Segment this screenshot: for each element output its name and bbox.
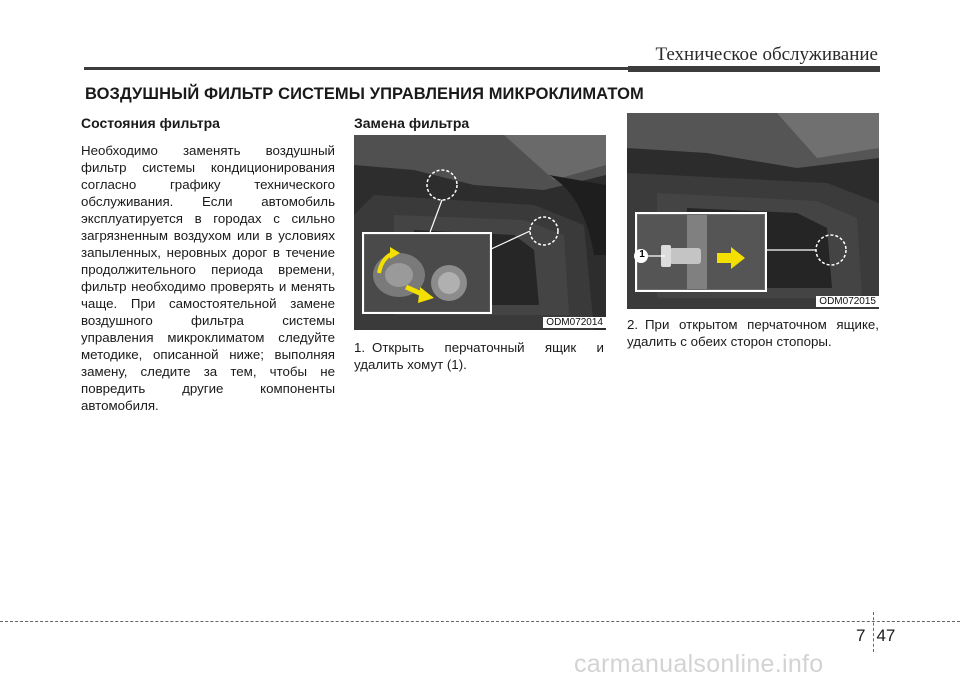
step-2-text: При открытом перчаточном ящике, удалить с обеих сторон стопоры. xyxy=(627,317,879,349)
page-number-value: 47 xyxy=(876,626,896,645)
callout-number: 1 xyxy=(639,249,645,260)
glovebox-illustration-2 xyxy=(627,113,879,309)
filter-replacement-heading: Замена фильтра xyxy=(354,115,470,131)
glovebox-photo-1 xyxy=(354,135,606,330)
image-caption-1: ODM072014 xyxy=(543,317,606,328)
section-title: Техническое обслуживание xyxy=(655,44,878,65)
watermark: carmanualsonline.info xyxy=(574,650,824,678)
image-caption-2: ODM072015 xyxy=(816,296,879,307)
step-2 xyxy=(627,316,879,350)
step-2-number: 2. xyxy=(627,317,639,332)
step-1-number: 1. xyxy=(354,340,366,355)
filter-condition-text: Необходимо заменять воздушный фильтр системы кондиционирования согласно графику технического обслуживания. Если автомобиль эксплуатируется в городах с сильно загрязненным воздухом или в условиях запыленных, неровных дорог в течение продолжительного периода времени, фильтр необходимо проверять и менять чаще. При самостоятельной замене воздушного фильтра системы управления микроклиматом следуйте методике, описанной ниже; выполняя замену, следите за тем, чтобы не повредить другие компоненты автомобиля. xyxy=(81,143,335,413)
main-heading: ВОЗДУШНЫЙ ФИЛЬТР СИСТЕМЫ УПРАВЛЕНИЯ МИКРОКЛИМАТОМ xyxy=(85,85,644,103)
header-rule-accent xyxy=(628,66,880,72)
filter-condition-heading: Состояния фильтра xyxy=(81,115,220,131)
chapter-number: 7 xyxy=(856,626,866,645)
footer-divider xyxy=(0,621,960,622)
glovebox-photo-2 xyxy=(627,113,879,309)
glovebox-illustration-1 xyxy=(354,135,606,330)
step-1-text: Открыть перчаточный ящик и удалить хомут (1). xyxy=(354,340,604,372)
step-1 xyxy=(354,339,604,373)
page-number xyxy=(856,626,895,646)
